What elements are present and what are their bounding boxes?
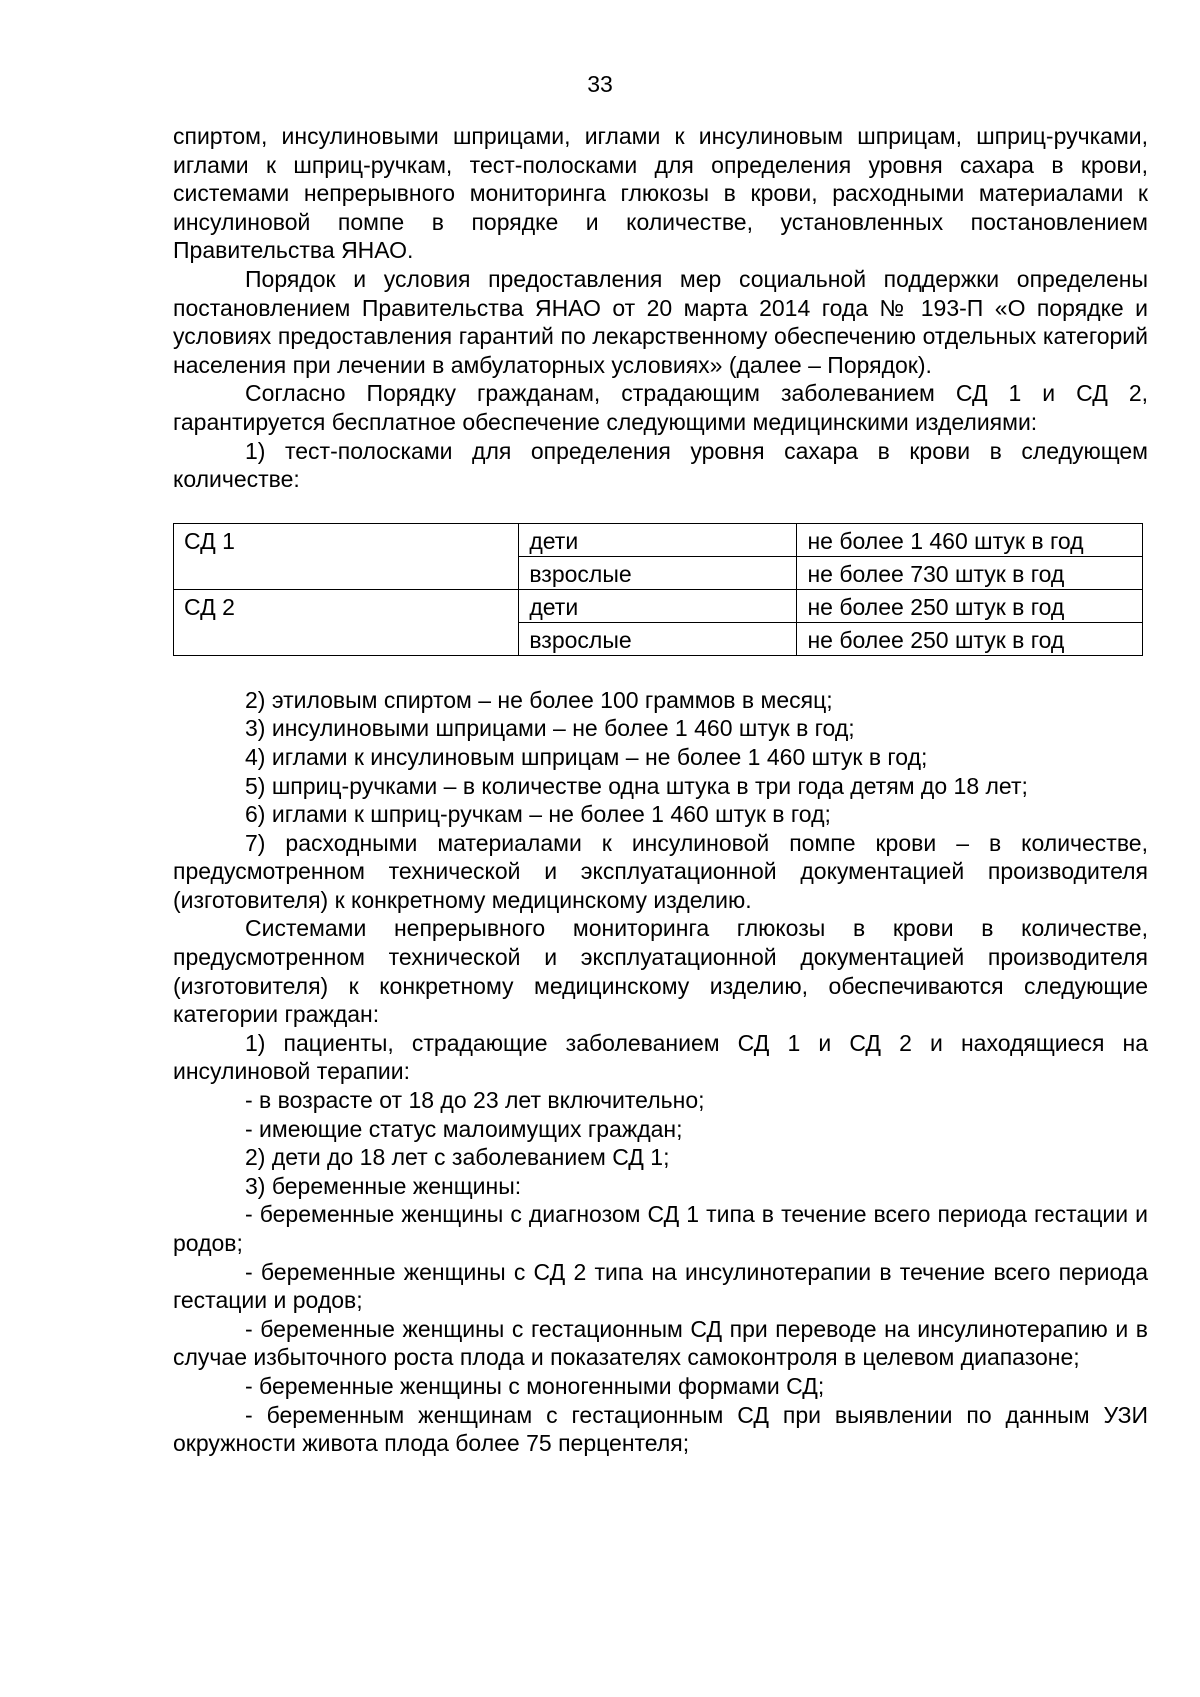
paragraph: 2) дети до 18 лет с заболеванием СД 1;	[245, 1144, 670, 1171]
quantity-limit-cell: не более 730 штук в год	[797, 556, 1143, 589]
patient-group-cell: дети	[519, 589, 797, 622]
paragraph: Системами непрерывного мониторинга глюкозы в крови в количестве, предусмотренном технической и эксплуатационной документацией производителя (изготовителя) к конкретному медицинскому изделию, обеспечиваются следующие категории граждан:	[173, 915, 1148, 1028]
test-strips-table-wrapper	[173, 523, 1148, 656]
paragraph: - беременные женщины с гестационным СД при переводе на инсулинотерапию и в случае избыточного роста плода и показателях самоконтроля в целевом диапазоне;	[173, 1315, 1148, 1371]
paragraph: 4) иглами к инсулиновым шприцам – не более 1 460 штук в год;	[245, 743, 928, 770]
paragraph: спиртом, инсулиновыми шприцами, иглами к инсулиновым шприцам, шприц-ручками, иглами к шприц-ручкам, тест-полосками для определения уровня сахара в крови, системами непрерывного мониторинга глюкозы в крови, расходными материалами к инсулиновой помпе в порядке и количестве, установленных постановлением Правительства ЯНАО.	[173, 123, 1148, 264]
paragraph: - беременные женщины с диагнозом СД 1 типа в течение всего периода гестации и родов;	[173, 1201, 1148, 1256]
quantity-limit-cell: не более 250 штук в год	[797, 589, 1143, 622]
test-strips-table	[173, 523, 1143, 656]
paragraph: - в возрасте от 18 до 23 лет включительно;	[245, 1087, 705, 1114]
patient-group-cell: дети	[519, 523, 797, 556]
table-row	[174, 589, 1143, 622]
paragraph: 7) расходными материалами к инсулиновой помпе крови – в количестве, предусмотренном технической и эксплуатационной документацией производителя (изготовителя) к конкретному медицинскому изделию.	[173, 829, 1148, 913]
page-number: 33	[587, 71, 613, 97]
paragraph: 6) иглами к шприц-ручкам – не более 1 460 штук в год;	[245, 801, 831, 828]
paragraph: 2) этиловым спиртом – не более 100 граммов в месяц;	[245, 686, 833, 713]
paragraph: 3) беременные женщины:	[245, 1172, 522, 1199]
quantity-limit-cell: не более 250 штук в год	[797, 622, 1143, 655]
paragraph: - беременные женщины с моногенными формами СД;	[245, 1372, 825, 1399]
paragraph: 1) тест-полосками для определения уровня сахара в крови в следующем количестве:	[173, 437, 1148, 493]
diabetes-type-cell: СД 2	[174, 589, 519, 655]
paragraph: - имеющие статус малоимущих граждан;	[245, 1115, 683, 1142]
paragraph: Согласно Порядку гражданам, страдающим заболеванием СД 1 и СД 2, гарантируется бесплатное обеспечение следующими медицинскими изделиями:	[173, 380, 1148, 435]
quantity-limit-cell: не более 1 460 штук в год	[797, 523, 1143, 556]
paragraph: - беременным женщинам с гестационным СД при выявлении по данным УЗИ окружности живота плода более 75 перцентеля;	[173, 1401, 1148, 1457]
patient-group-cell: взрослые	[519, 556, 797, 589]
table-row	[174, 523, 1143, 556]
patient-group-cell: взрослые	[519, 622, 797, 655]
paragraph: Порядок и условия предоставления мер социальной поддержки определены постановлением Правительства ЯНАО от 20 марта 2014 года № 193-П «О порядке и условиях предоставления гарантий по лекарственному обеспечению отдельных категорий населения при лечении в амбулаторных условиях» (далее – Порядок).	[173, 265, 1148, 378]
paragraphs-after-table	[173, 686, 1148, 1458]
paragraph: 3) инсулиновыми шприцами – не более 1 460 штук в год;	[245, 715, 855, 742]
paragraph: 1) пациенты, страдающие заболеванием СД 1 и СД 2 и находящиеся на инсулиновой терапии:	[173, 1029, 1148, 1085]
paragraph: - беременные женщины с СД 2 типа на инсулинотерапии в течение всего периода гестации и родов;	[173, 1258, 1148, 1314]
document-body	[173, 122, 1148, 1458]
paragraphs-before-table	[173, 122, 1148, 494]
diabetes-type-cell: СД 1	[174, 523, 519, 589]
paragraph: 5) шприц-ручками – в количестве одна штука в три года детям до 18 лет;	[245, 772, 1028, 799]
